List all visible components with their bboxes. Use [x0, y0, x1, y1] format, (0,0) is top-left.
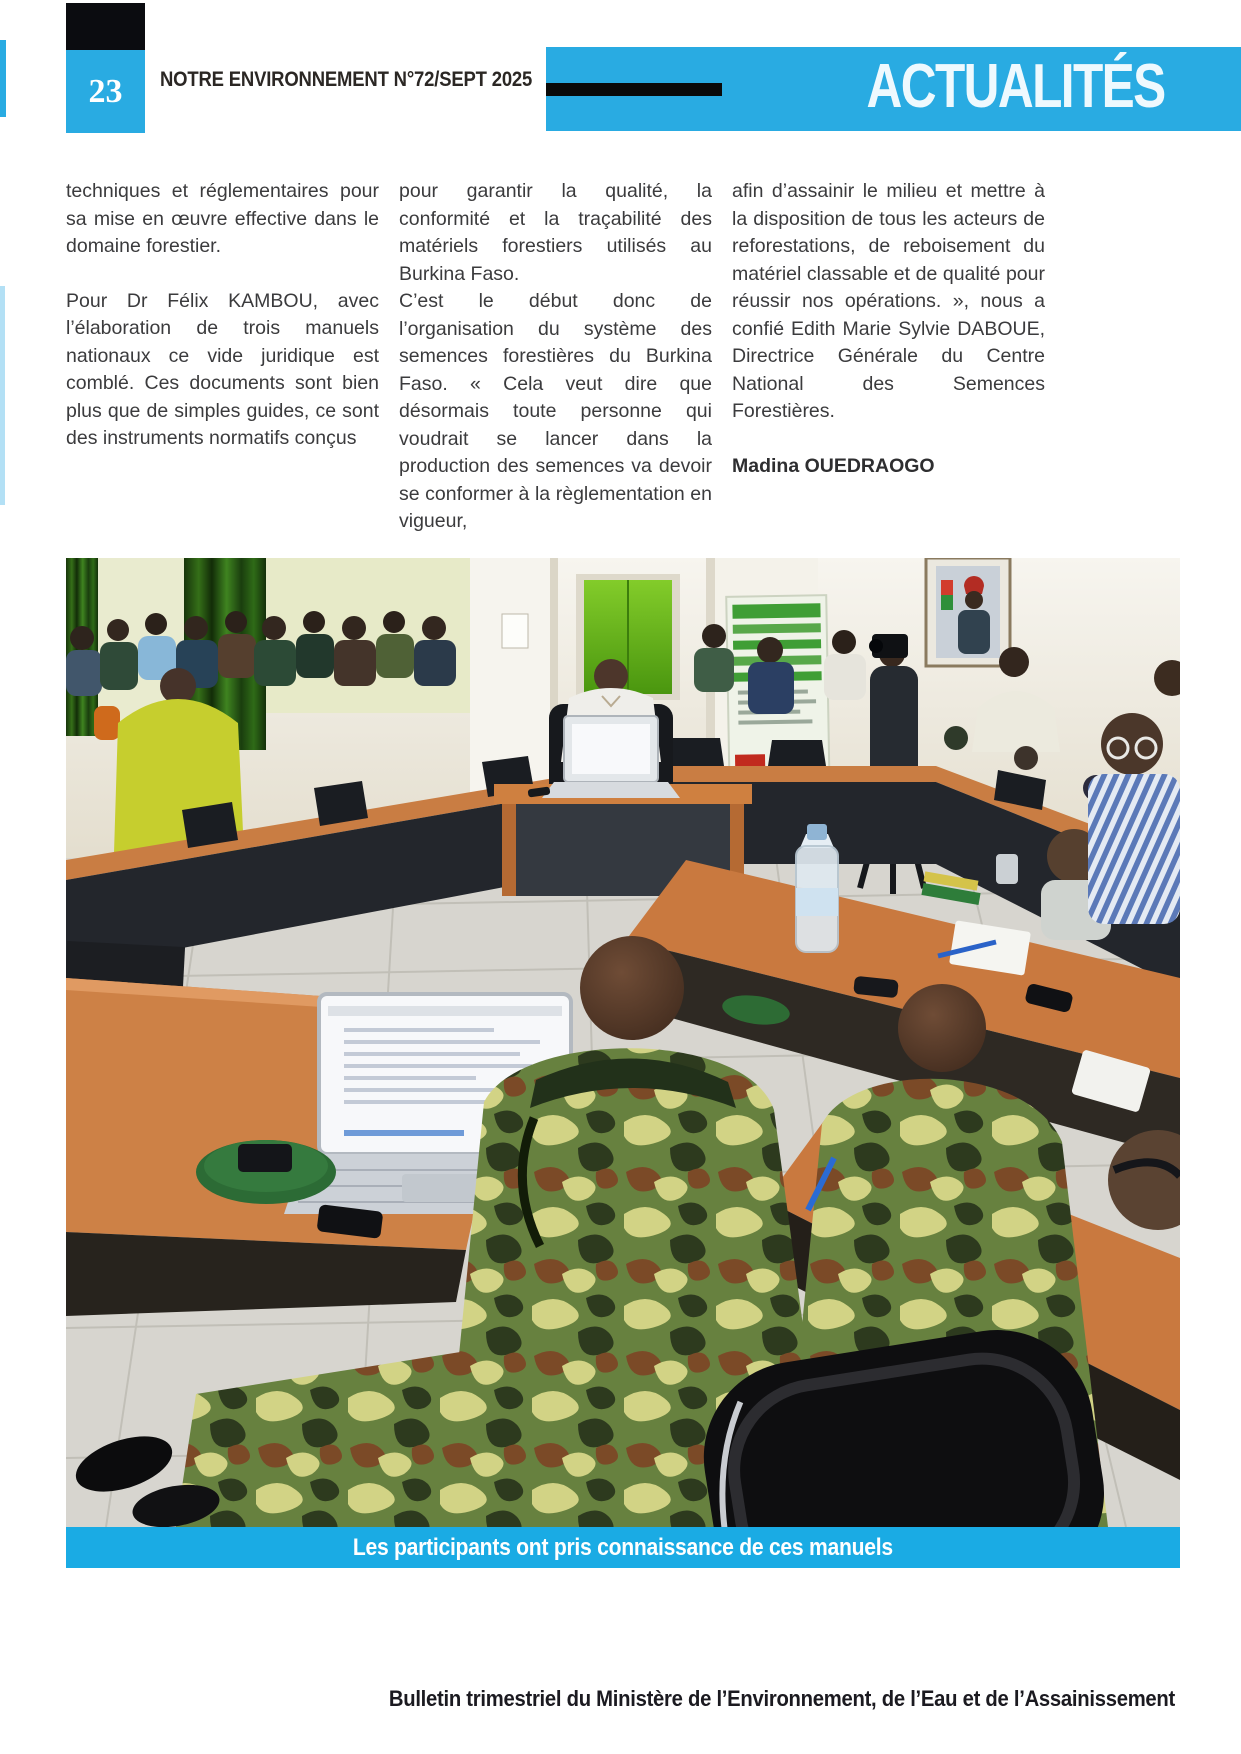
meeting-room-photo — [66, 558, 1180, 1527]
left-edge-accent-bottom — [0, 286, 5, 505]
paragraph: Pour Dr Félix KAMBOU, avec l’élaboration de trois manuels nationaux ce vide juridique est comblé. Ces documents sont bien plus que de simples guides, ce sont des instruments normatifs conçus — [66, 289, 379, 449]
paragraph: techniques et réglementaires pour sa mise en œuvre effective dans le domaine forestier. — [66, 180, 379, 257]
paragraph: afin d’assainir le milieu et mettre à la disposition de tous les acteurs de reforestations, de reboisement du matériel classable et de qualité pour réussir nos opérations. », nous a confié Edith Marie Sylvie DABOUE, Directrice Générale du Centre National des Semences Forestières. — [732, 180, 1045, 422]
photo-water-bottle — [796, 824, 838, 952]
section-banner — [546, 47, 1241, 131]
article-column-2 — [399, 178, 712, 536]
banner-black-bar — [546, 83, 722, 96]
header-black-tab — [66, 3, 145, 50]
photo-caption-text: Les participants ont pris connaissance de ces manuels — [352, 1533, 894, 1561]
article-photo — [66, 558, 1180, 1568]
section-title: ACTUALITÉS — [866, 52, 1165, 121]
article-column-1 — [66, 178, 379, 536]
masthead-title: NOTRE ENVIRONNEMENT N°72/SEPT 2025 — [160, 68, 533, 91]
left-edge-accent-top — [0, 40, 6, 117]
author-byline: Madina OUEDRAOGO — [732, 454, 935, 477]
paragraph: C’est le début donc de l’organisation du système des semences forestières du Burkina Faso. « Cela veut dire que désormais toute personne qui voudrait se lancer dans la production des semences va devoir se conformer à la règlementation en vigueur, — [399, 290, 712, 532]
photo-green-door — [576, 574, 680, 700]
article-column-3 — [732, 178, 1045, 536]
page-number-badge — [66, 50, 145, 133]
article-body — [66, 178, 1046, 536]
page-number: 23 — [88, 72, 123, 110]
photo-presidential-portrait — [926, 558, 1010, 666]
photo-caption — [66, 1527, 1180, 1568]
page-footer: Bulletin trimestriel du Ministère de l’Environnement, de l’Eau et de l’Assainissement — [388, 1686, 1175, 1711]
paragraph: pour garantir la qualité, la conformité et la traçabilité des matériels forestiers utilisés au Burkina Faso. — [399, 180, 712, 285]
